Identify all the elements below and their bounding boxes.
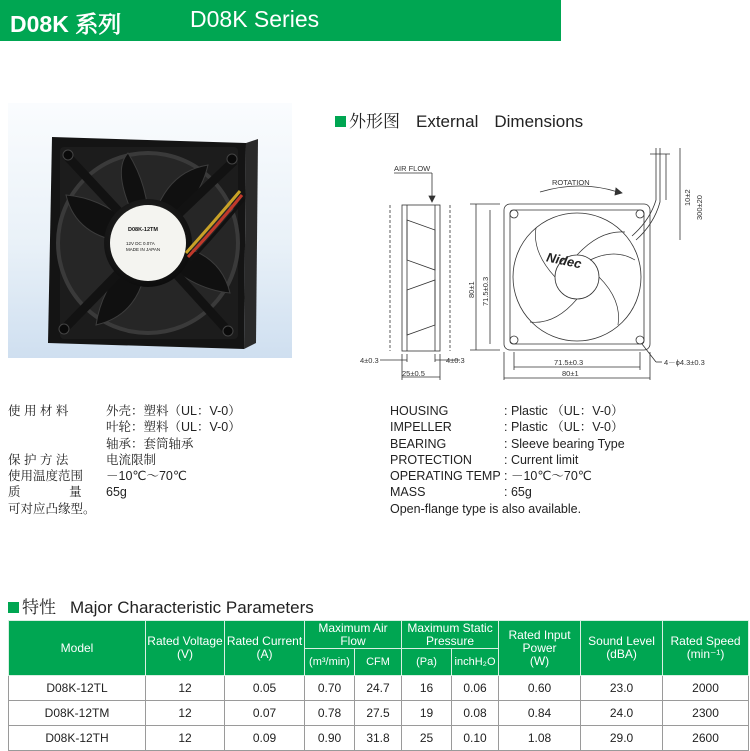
flange-right-dim: 4±0.3 xyxy=(446,356,465,365)
spec-en-row: OPERATING TEMP : －10℃～70℃ xyxy=(390,469,592,484)
hub-label-line2: MADE IN JAPAN xyxy=(126,247,161,252)
mounting-holes-dim: 4－ϕ4.3±0.3 xyxy=(664,358,705,367)
green-square-icon xyxy=(8,602,19,613)
air-flow-label: AIR FLOW xyxy=(394,164,431,173)
col-rated-current: Rated Current (A) xyxy=(225,621,305,676)
col-pressure-pa: (Pa) xyxy=(402,649,452,676)
spec-cn-row: 使用温度范围 －10℃～70℃ xyxy=(8,469,187,484)
spec-en-row: MASS : 65g xyxy=(390,485,532,500)
spec-cn-row: 使 用 材 料 外壳：塑料（UL：V-0） xyxy=(8,404,241,418)
table-row: D08K-12TL 12 0.05 0.70 24.7 16 0.06 0.60 23.0 2000 xyxy=(9,676,749,701)
external-dimensions-title: 外形图 External Dimensions xyxy=(335,107,583,132)
nidec-logo: Nidec xyxy=(545,249,583,272)
spec-en-row: Open-flange type is also available. xyxy=(390,501,582,516)
col-rated-input-power: Rated Input Power (W) xyxy=(499,621,581,676)
parameters-title: 特性 Major Characteristic Parameters xyxy=(8,593,314,618)
rotation-label: ROTATION xyxy=(552,178,590,187)
flange-left-dim: 4±0.3 xyxy=(360,356,379,365)
series-header-band xyxy=(0,0,561,41)
height-inner-dim: 71.5±0.3 xyxy=(481,276,490,306)
spec-en-row: HOUSING : Plastic （UL：V-0） xyxy=(390,404,624,418)
spec-cn-row: 轴承：套筒轴承 xyxy=(106,436,194,451)
hub-label-model: D08K-12TM xyxy=(128,227,158,233)
spec-list-cn xyxy=(8,403,338,517)
width-inner-dim: 71.5±0.3 xyxy=(554,358,584,367)
table-row: D08K-12TM 12 0.07 0.78 27.5 19 0.08 0.84 24.0 2300 xyxy=(9,701,749,726)
col-air-flow-m3: (m³/min) xyxy=(305,649,355,676)
col-rated-speed: Rated Speed (min⁻¹) xyxy=(663,621,749,676)
spec-en-row: PROTECTION : Current limit xyxy=(390,452,579,467)
spec-cn-row: 叶轮：塑料（UL：V-0） xyxy=(106,420,241,435)
spec-en-row: BEARING : Sleeve bearing Type xyxy=(390,436,625,451)
col-max-air-flow: Maximum Air Flow xyxy=(305,621,402,649)
spec-cn-row: 可对应凸缘型。 xyxy=(8,501,96,516)
series-title-en: D08K Series xyxy=(190,6,320,32)
width-outer-dim: 80±1 xyxy=(562,369,579,378)
spec-cn-row: 保 护 方 法 电流限制 xyxy=(8,452,157,467)
col-model: Model xyxy=(9,621,146,676)
fan-photo-illustration xyxy=(8,103,292,358)
col-sound-level: Sound Level (dBA) xyxy=(581,621,663,676)
col-pressure-inch: inchH₂O xyxy=(452,649,499,676)
col-rated-voltage: Rated Voltage (V) xyxy=(146,621,225,676)
depth-dim: 25±0.5 xyxy=(402,369,425,378)
col-max-static-pressure: Maximum Static Pressure xyxy=(402,621,499,649)
spec-list-en xyxy=(390,403,750,517)
lead-length-short: 10±2 xyxy=(683,189,692,206)
hub-label-line1: 12V DC 0.07A xyxy=(126,241,155,246)
col-air-flow-cfm: CFM xyxy=(355,649,402,676)
spec-cn-row: 质 量 65g xyxy=(8,485,127,500)
lead-length-long: 300±20 xyxy=(695,195,704,220)
table-row: D08K-12TH 12 0.09 0.90 31.8 25 0.10 1.08 29.0 2600 xyxy=(9,726,749,751)
spec-en-row: IMPELLER : Plastic （UL：V-0） xyxy=(390,420,624,435)
parameters-table xyxy=(8,620,749,751)
dimension-drawing xyxy=(350,140,750,385)
side-view xyxy=(360,164,465,380)
green-square-icon xyxy=(335,116,346,127)
fan-product-photo xyxy=(8,103,292,358)
height-outer-dim: 80±1 xyxy=(467,281,476,298)
series-title-cn: D08K 系列 xyxy=(10,11,122,37)
front-view xyxy=(467,148,705,380)
